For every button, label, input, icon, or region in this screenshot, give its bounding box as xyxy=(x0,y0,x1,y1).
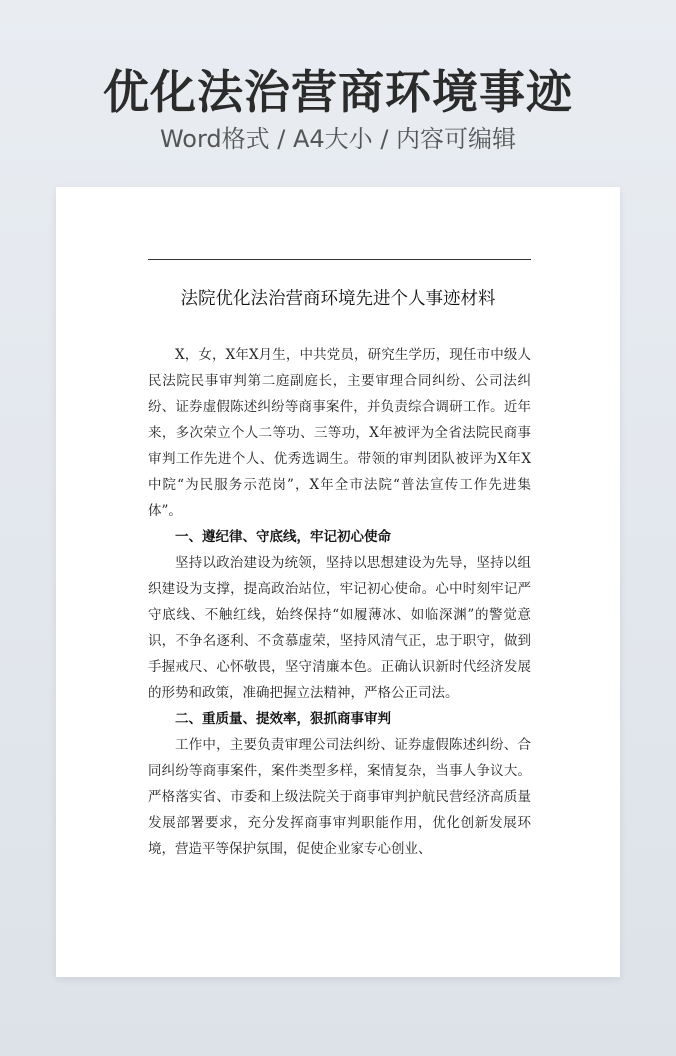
document-body xyxy=(148,342,531,862)
section-heading-2: 二、重质量、提效率，狠抓商事审判 xyxy=(175,711,391,727)
banner-subtitle: Word格式 / A4大小 / 内容可编辑 xyxy=(159,125,517,153)
section-paragraph-1: 坚持以政治建设为统领，坚持以思想建设为先导，坚持以组织建设为支撑，提高政治站位，牢记初心使命。心中时刻牢记严守底线、不触红线，始终保持“如履薄冰、如临深渊”的警觉意识，不争名逐利、不贪慕虚荣，坚持风清气正，忠于职守，做到手握戒尺、心怀敬畏，坚守清廉本色。正确认识新时代经济发展的形势和政策，准确把握立法精神，严格公正司法。 xyxy=(148,555,531,701)
banner-title: 优化法治营商环境事迹 xyxy=(103,65,573,119)
document-page xyxy=(56,187,620,977)
intro-paragraph: X，女，X年X月生，中共党员，研究生学历，现任市中级人民法院民事审判第二庭副庭长，主要审理合同纠纷、公司法纠纷、证券虚假陈述纠纷等商事案件，并负责综合调研工作。近年来，多次荣立个人二等功、三等功，X年被评为全省法院民商事审判工作先进个人、优秀选调生。带领的审判团队被评为X年X中院“为民服务示范岗”，X年全市法院“普法宣传工作先进集体”。 xyxy=(148,347,531,519)
header-rule xyxy=(148,259,531,260)
document-title: 法院优化法治营商环境先进个人事迹材料 xyxy=(180,289,496,309)
section-heading-1: 一、遵纪律、守底线，牢记初心使命 xyxy=(175,529,391,545)
section-paragraph-2: 工作中，主要负责审理公司法纠纷、证券虚假陈述纠纷、合同纠纷等商事案件，案件类型多样，案情复杂，当事人争议大。严格落实省、市委和上级法院关于商事审判护航民营经济高质量发展部署要求，充分发挥商事审判职能作用，优化创新发展环境，营造平等保护氛围，促使企业家专心创业、 xyxy=(148,737,531,857)
